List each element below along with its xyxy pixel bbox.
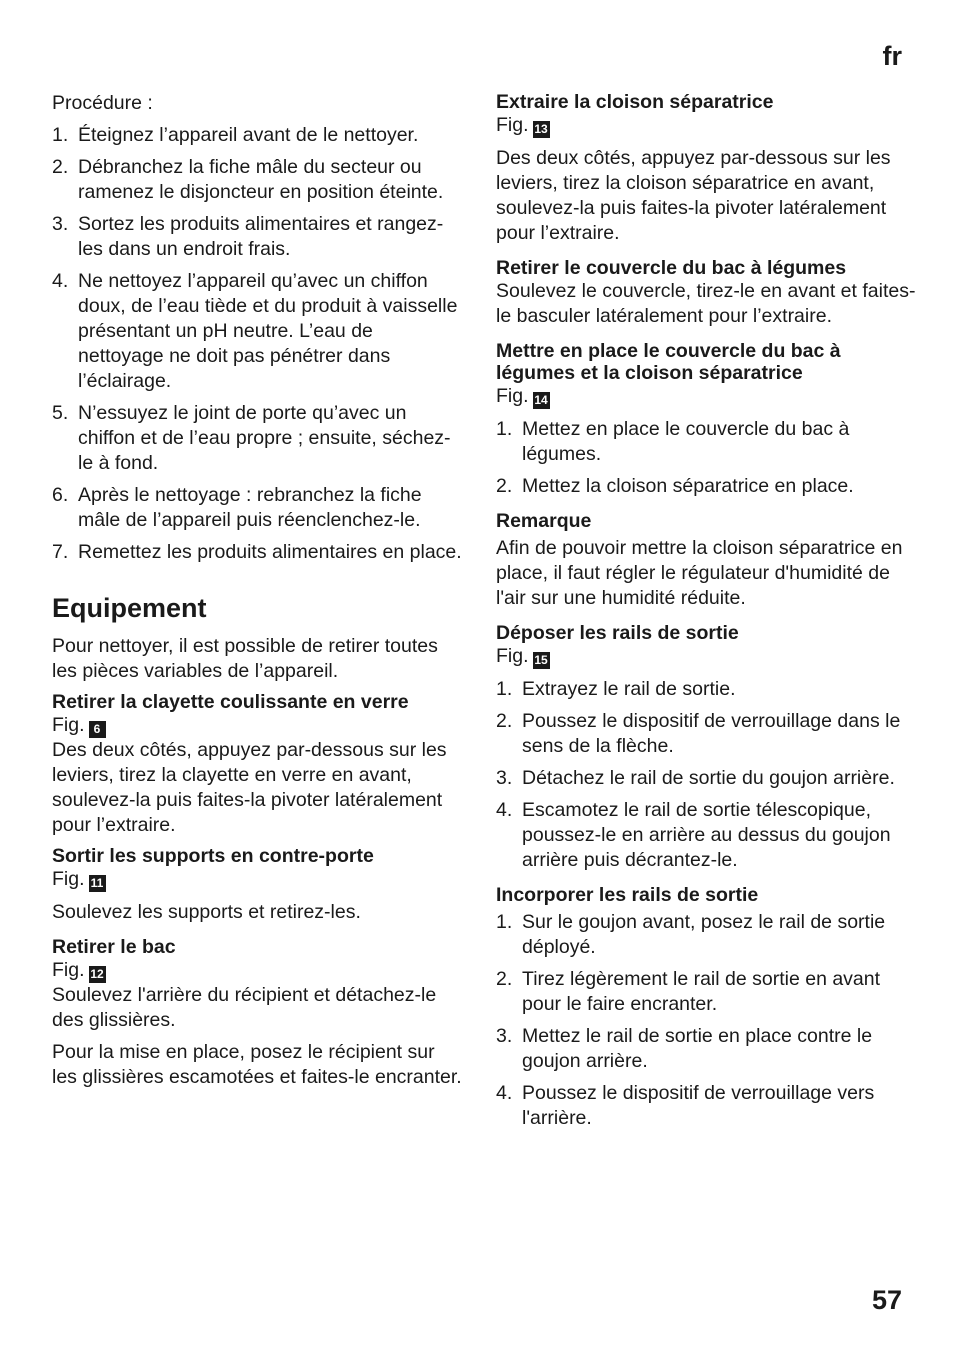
rails-remove-heading: Déposer les rails de sortie — [496, 622, 739, 644]
divider-text: Des deux côtés, appuyez par-dessous sur les leviers, tirez la cloison séparatrice en avant, soulevez-la puis faites-la pivoter latéralement pour l’extraire. — [496, 147, 891, 244]
divider-heading: Extraire la cloison séparatrice — [496, 91, 774, 113]
list-item: 3. Détachez le rail de sortie du goujon arrière. — [496, 767, 895, 789]
list-item: 3. Sortez les produits alimentaires et rangez-les dans un endroit frais. — [52, 213, 444, 260]
figure-number-badge: 6 — [89, 721, 106, 738]
list-item: 5. N’essuyez le joint de porte qu’avec un chiffon et de l’eau propre ; ensuite, séchez-le à fond. — [52, 402, 451, 474]
bin-text: Soulevez l'arrière du récipient et détachez-le des glissières. — [52, 984, 437, 1031]
fig-reference: Fig. 12 — [52, 959, 104, 981]
note-text: Afin de pouvoir mettre la cloison séparatrice en place, il faut régler le régulateur d'humidité de l'air sur une humidité réduite. — [496, 537, 903, 609]
fig-reference: Fig. 11 — [52, 867, 462, 892]
left-column — [52, 91, 462, 1097]
procedure-list — [52, 123, 462, 565]
shelf-text: Des deux côtés, appuyez par-dessous sur les leviers, tirez la clayette en verre en avant, soulevez-la puis faites-la pivoter latéralement pour l’extraire. — [52, 739, 447, 836]
figure-number-badge: 13 — [534, 122, 548, 136]
list-item: 2. Mettez la cloison séparatrice en place. — [496, 475, 854, 497]
list-item: 2. Débranchez la fiche mâle du secteur ou ramenez le disjoncteur en position éteinte. — [52, 156, 444, 203]
fig-reference: Fig. 6 — [52, 713, 462, 738]
list-item: 4. Escamotez le rail de sortie télescopique, poussez-le en arrière au dessus du goujon arrière puis décrantez-le. — [496, 799, 891, 871]
shelf-heading: Retirer la clayette coulissante en verre — [52, 691, 409, 713]
list-item: 3. Mettez le rail de sortie en place contre le goujon arrière. — [496, 1025, 873, 1072]
figure-number-badge: 14 — [534, 393, 548, 407]
install-heading: Mettre en place le couvercle du bac à légumes et la cloison séparatrice — [496, 340, 841, 384]
list-item: 2. Poussez le dispositif de verrouillage dans le sens de la flèche. — [496, 710, 901, 757]
fig-reference: Fig. 13 — [496, 114, 548, 136]
list-item: 4. Poussez le dispositif de verrouillage vers l'arrière. — [496, 1082, 875, 1129]
list-item: 4. Ne nettoyez l’appareil qu’avec un chiffon doux, de l’eau tiède et du produit à vaisselle présentant un pH neutre. L’eau de nettoyage ne doit pas pénétrer dans l’éclairage. — [52, 270, 458, 392]
rails-install-steps — [496, 910, 916, 1131]
fig-reference: Fig. 14 — [496, 385, 548, 407]
list-item: 1. Sur le goujon avant, posez le rail de sortie déployé. — [496, 911, 886, 958]
rails-remove-steps — [496, 677, 916, 873]
list-item: 1. Mettez en place le couvercle du bac à légumes. — [496, 418, 850, 465]
list-item: 1. Extrayez le rail de sortie. — [496, 678, 736, 700]
procedure-label: Procédure : — [52, 92, 153, 114]
rails-install-heading: Incorporer les rails de sortie — [496, 884, 759, 906]
page-number: 57 — [871, 1285, 902, 1315]
note-heading: Remarque — [496, 510, 592, 532]
intro-text: Pour nettoyer, il est possible de retirer toutes les pièces variables de l’appareil. — [52, 635, 438, 682]
section-title: Equipement — [52, 593, 207, 623]
bin-heading: Retirer le bac — [52, 936, 176, 958]
right-column — [496, 91, 916, 1138]
door-racks-heading: Sortir les supports en contre-porte — [52, 845, 374, 867]
veg-cover-text: Soulevez le couvercle, tirez-le en avant et faites-le basculer latéralement pour l’extraire. — [496, 280, 916, 327]
list-item: 7. Remettez les produits alimentaires en place. — [52, 541, 462, 563]
install-steps — [496, 417, 916, 499]
list-item: 1. Éteignez l’appareil avant de le nettoyer. — [52, 124, 419, 146]
figure-number-badge: 15 — [534, 653, 548, 667]
door-racks-text: Soulevez les supports et retirez-les. — [52, 901, 361, 923]
fig-reference: Fig. 15 — [496, 645, 548, 667]
list-item: 2. Tirez légèrement le rail de sortie en avant pour le faire encranter. — [496, 968, 881, 1015]
language-tag: fr — [882, 41, 902, 71]
bin-text: Pour la mise en place, posez le récipient sur les glissières escamotées et faites-le encranter. — [52, 1041, 462, 1088]
veg-cover-heading: Retirer le couvercle du bac à légumes — [496, 257, 847, 279]
figure-number-badge: 12 — [90, 967, 104, 981]
figure-number-badge: 11 — [89, 875, 106, 892]
list-item: 6. Après le nettoyage : rebranchez la fiche mâle de l’appareil puis réenclenchez-le. — [52, 484, 422, 531]
